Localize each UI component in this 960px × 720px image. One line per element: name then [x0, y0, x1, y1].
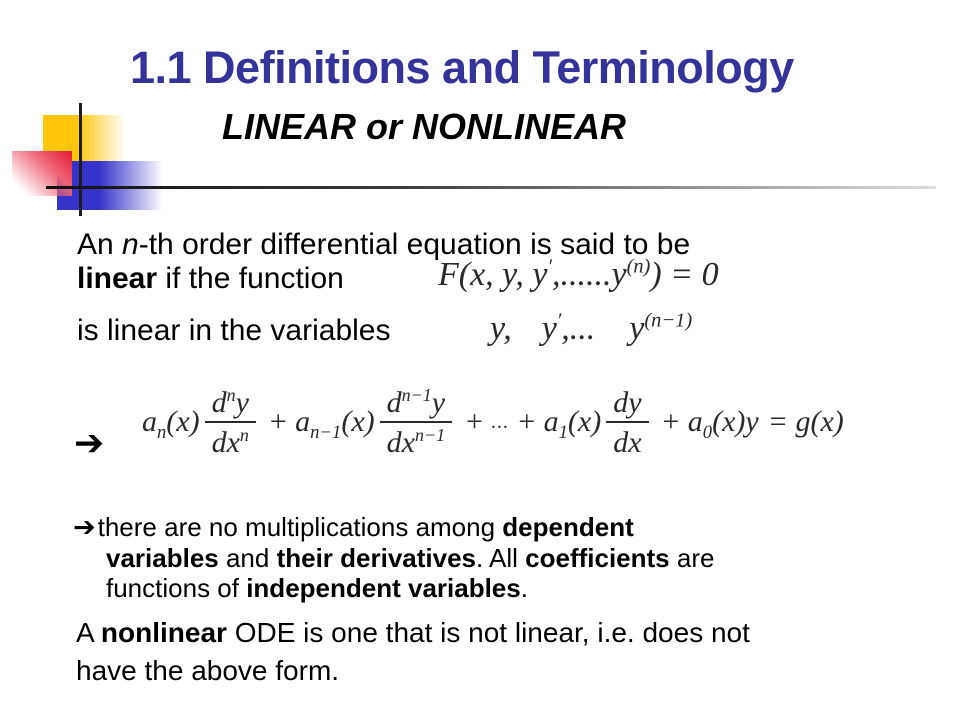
eq-term1-fraction: $\frac{d^ny}{dx^n}$: [205, 386, 256, 459]
arrow-icon: ➔: [74, 423, 105, 464]
eq-ellipsis: ...: [491, 410, 510, 433]
eq-plus-1: +: [267, 405, 289, 438]
bullet-line-3-text-2: .: [520, 573, 528, 603]
equation-F-sup: (n): [626, 255, 651, 278]
equation-F-prime: ′: [547, 255, 552, 278]
outro-line-2: have the above form.: [76, 655, 340, 686]
eq-term2-fraction: $\frac{d^{n-1}y}{dx^{n-1}}$: [380, 386, 452, 459]
eq-term3-coef: $a_1(x)$: [543, 405, 602, 443]
eq-rhs: = g(x): [767, 405, 844, 438]
intro-line-3: is linear in the variables: [77, 314, 391, 347]
intro-line-1-rest: -th order differential equation is said to be: [138, 228, 691, 261]
eq-plus-4: +: [660, 405, 681, 438]
equation-variables: [490, 310, 692, 348]
equation-F-post: ) = 0: [650, 256, 719, 293]
outro-line-1: [76, 616, 750, 650]
intro-line-1-variable: n: [122, 228, 139, 261]
intro-line-1-text: An: [77, 228, 123, 261]
variables-sup: (n−1): [644, 309, 693, 332]
bullet-line-1-text: there are no multiplications among: [97, 512, 503, 542]
bullet-line-2-text-2: . All: [476, 543, 526, 573]
eq-term4: $a_0(x)y$: [687, 405, 759, 443]
variables-dots: ,...: [561, 310, 596, 347]
arrow-bullet-icon: ➔: [73, 512, 96, 543]
equation-F-y: y: [611, 256, 627, 293]
bullet-line-3-text-1: functions of: [106, 573, 247, 603]
bullet-line-1-bold: dependent: [502, 512, 634, 542]
main-equation: [142, 374, 844, 470]
page-title: 1.1 Definitions and Terminology: [130, 42, 794, 93]
bullet-line-2-text-3: are: [669, 543, 715, 573]
equation-F: [438, 256, 719, 294]
crosshair-vertical-line: [79, 103, 82, 216]
bullet-line-1: [73, 512, 634, 543]
divider-horizontal-line: [46, 186, 936, 189]
intro-line-2-bold: linear: [77, 262, 158, 295]
bullet-line-2-text-1: and: [218, 543, 277, 573]
equation-F-dots: ,......: [551, 256, 612, 293]
bullet-line-3-bold: independent variables: [246, 573, 521, 603]
bullet-line-2-bold-1: variables: [106, 543, 219, 573]
eq-plus-2: +: [464, 405, 485, 438]
outro-line-1-text-2: ODE is one that is not linear, i.e. does not: [226, 617, 750, 648]
bullet-line-2-bold-3: coefficients: [525, 543, 670, 573]
page-subtitle: LINEAR or NONLINEAR: [222, 106, 626, 147]
eq-plus-3: +: [516, 405, 537, 438]
outro-line-1-text-1: A: [76, 617, 101, 648]
intro-line-2: [77, 262, 344, 296]
intro-line-2-rest: if the function: [157, 262, 344, 295]
eq-term1-coef: $a_n(x)$: [142, 405, 200, 443]
eq-term2-coef: $a_{n-1}(x)$: [295, 405, 375, 443]
variables-y1: y,: [490, 310, 512, 347]
variables-y3: y: [629, 310, 645, 347]
bullet-line-2: [106, 543, 714, 573]
accent-square-red: [12, 151, 72, 196]
bullet-line-3: [106, 573, 528, 603]
variables-y2: y: [541, 310, 557, 347]
outro-line-1-bold: nonlinear: [100, 617, 227, 648]
eq-term3-fraction: $\frac{dy}{dx}$: [606, 386, 648, 459]
bullet-line-2-bold-2: their derivatives: [276, 543, 477, 573]
equation-F-pre: F(x, y, y: [438, 256, 548, 293]
variables-prime: ′: [556, 309, 562, 332]
